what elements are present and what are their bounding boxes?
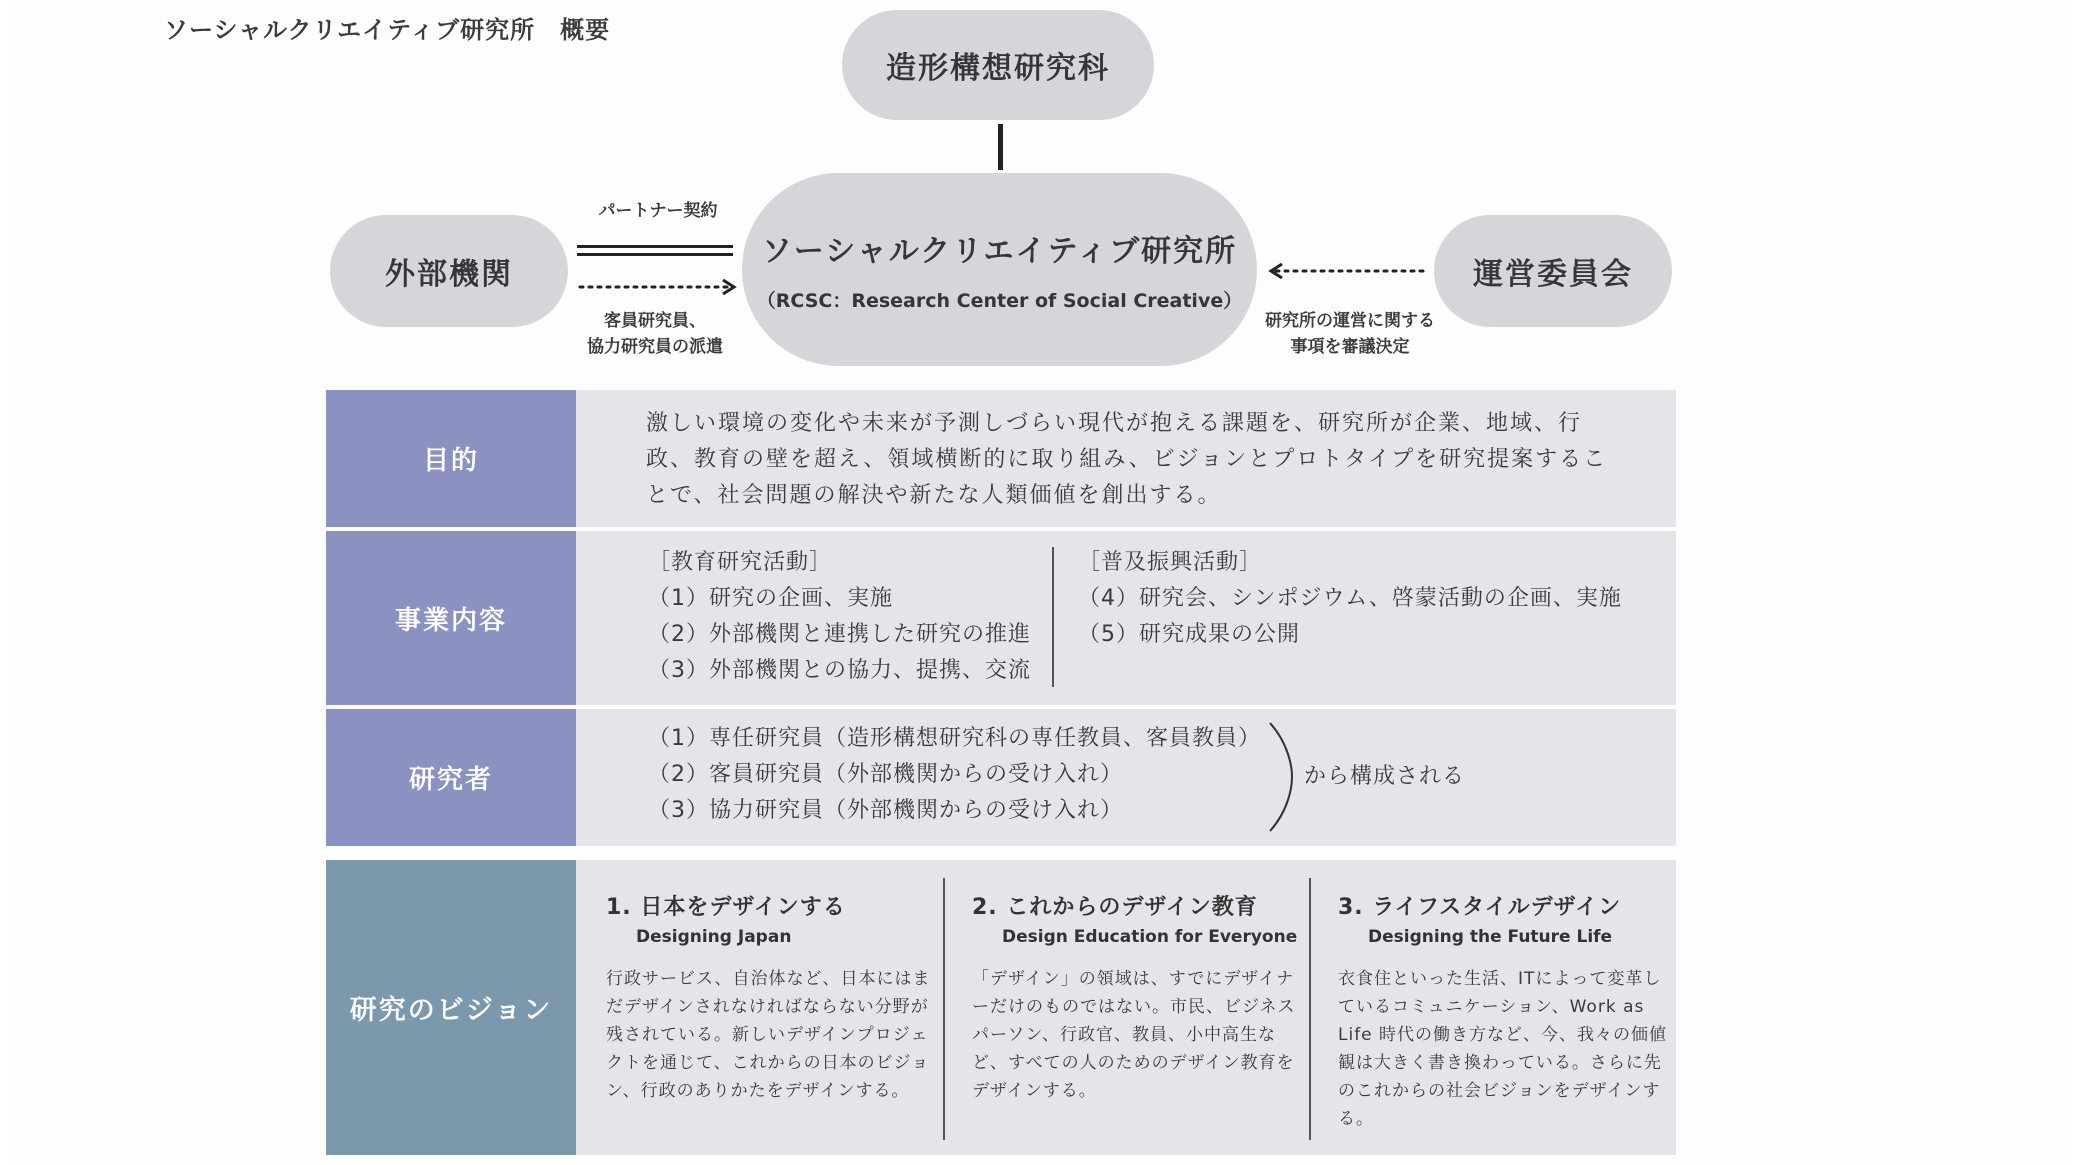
row-researchers-body [576, 709, 1676, 846]
vision-title: 2. これからのデザイン教育 [972, 895, 1258, 920]
row-researchers [326, 709, 1676, 846]
node-research-center [742, 173, 1257, 366]
double-line-top [577, 245, 733, 248]
node-steering-committee [1434, 215, 1672, 327]
dotted-arrow-left-icon [1262, 256, 1427, 286]
edge-label-dispatch-line2: 協力研究員の派遣 [587, 337, 723, 357]
vision-body: 「デザイン」の領域は、すでにデザイナーだけのものではない。市民、ビジネスパーソン、行政官、教員、小中高生など、すべての人のためのデザイン教育をデザインする。 [972, 969, 1296, 1101]
row-purpose [326, 390, 1676, 527]
vision-subtitle: Designing Japan [636, 927, 792, 947]
row-business [326, 531, 1676, 705]
row-vision-body [576, 860, 1676, 1155]
dotted-arrow-right-icon [578, 272, 743, 302]
vision-column-1 [606, 890, 936, 1105]
edge-label-committee-line1: 研究所の運営に関する [1265, 311, 1435, 331]
node-external-org-label: 外部機関 [385, 257, 513, 292]
edge-label-committee [1250, 308, 1450, 360]
node-research-center-label: ソーシャルクリエイティブ研究所 [761, 234, 1238, 269]
vision-subtitle: Design Education for Everyone [1002, 927, 1298, 947]
researchers-list [648, 721, 1261, 829]
purpose-text: 激しい環境の変化や未来が予測しづらい現代が抱える課題を、研究所が企業、地域、行政、教育の壁を超え、領域横断的に取り組み、ビジョンとプロトタイプを研究提案することで、社会問題の解決や新たな人類価値を創出する。 [646, 411, 1608, 508]
edge-label-committee-line2: 事項を審議決定 [1290, 337, 1410, 357]
edge-label-dispatch-line1: 客員研究員、 [604, 311, 706, 331]
vision-title: 1. 日本をデザインする [606, 895, 846, 920]
column-divider [1052, 547, 1054, 687]
business-education-title: ［教育研究活動］ [648, 550, 833, 575]
list-item: （1）研究の企画、実施 [648, 586, 893, 611]
connector-vertical [998, 124, 1003, 170]
list-item: （3）協力研究員（外部機関からの受け入れ） [648, 798, 1123, 823]
right-brace-icon [1266, 721, 1296, 833]
node-graduate-school [842, 10, 1154, 120]
row-purpose-head: 目的 [326, 390, 576, 527]
row-vision-head: 研究のビジョン [326, 860, 576, 1155]
row-business-body [576, 531, 1676, 705]
list-item: （4）研究会、シンポジウム、啓蒙活動の企画、実施 [1078, 586, 1622, 611]
vision-title: 3. ライフスタイルデザイン [1338, 895, 1622, 920]
row-vision [326, 860, 1676, 1155]
list-item: （5）研究成果の公開 [1078, 622, 1300, 647]
edge-label-dispatch [555, 308, 755, 360]
researchers-suffix: から構成される [1304, 764, 1466, 789]
node-steering-committee-label: 運営委員会 [1473, 257, 1633, 292]
vision-column-2 [972, 890, 1302, 1105]
node-graduate-school-label: 造形構想研究科 [886, 51, 1110, 86]
business-promotion-list [1078, 545, 1622, 653]
node-external-org [330, 215, 568, 327]
row-purpose-body [576, 390, 1676, 527]
vision-subtitle: Designing the Future Life [1368, 927, 1613, 947]
list-item: （3）外部機関との協力、提携、交流 [648, 658, 1031, 683]
vision-column-3 [1338, 890, 1668, 1133]
row-researchers-head: 研究者 [326, 709, 576, 846]
column-divider [1309, 878, 1311, 1140]
list-item: （2）客員研究員（外部機関からの受け入れ） [648, 762, 1123, 787]
list-item: （1）専任研究員（造形構想研究科の専任教員、客員教員） [648, 726, 1261, 751]
business-education-list [648, 545, 1031, 689]
business-promotion-title: ［普及振興活動］ [1078, 550, 1263, 575]
page-title: ソーシャルクリエイティブ研究所 概要 [164, 16, 611, 44]
node-research-center-sub: （RCSC：Research Center of Social Creative） [756, 290, 1243, 312]
double-line-bottom [577, 253, 733, 256]
list-item: （2）外部機関と連携した研究の推進 [648, 622, 1031, 647]
vision-body: 行政サービス、自治体など、日本にはまだデザインされなければならない分野が残されている。新しいデザインプロジェクトを通じて、これからの日本のビジョン、行政のありかたをデザインする。 [606, 969, 931, 1101]
vision-body: 衣食住といった生活、ITによって変革しているコミュニケーション、Work as Life 時代の働き方など、今、我々の価値観は大きく書き換わっている。さらに先のこれからの社会ビジョンをデザインする。 [1338, 969, 1668, 1129]
column-divider [943, 878, 945, 1140]
row-business-head: 事業内容 [326, 531, 576, 705]
edge-label-partner: パートナー契約 [598, 201, 718, 221]
